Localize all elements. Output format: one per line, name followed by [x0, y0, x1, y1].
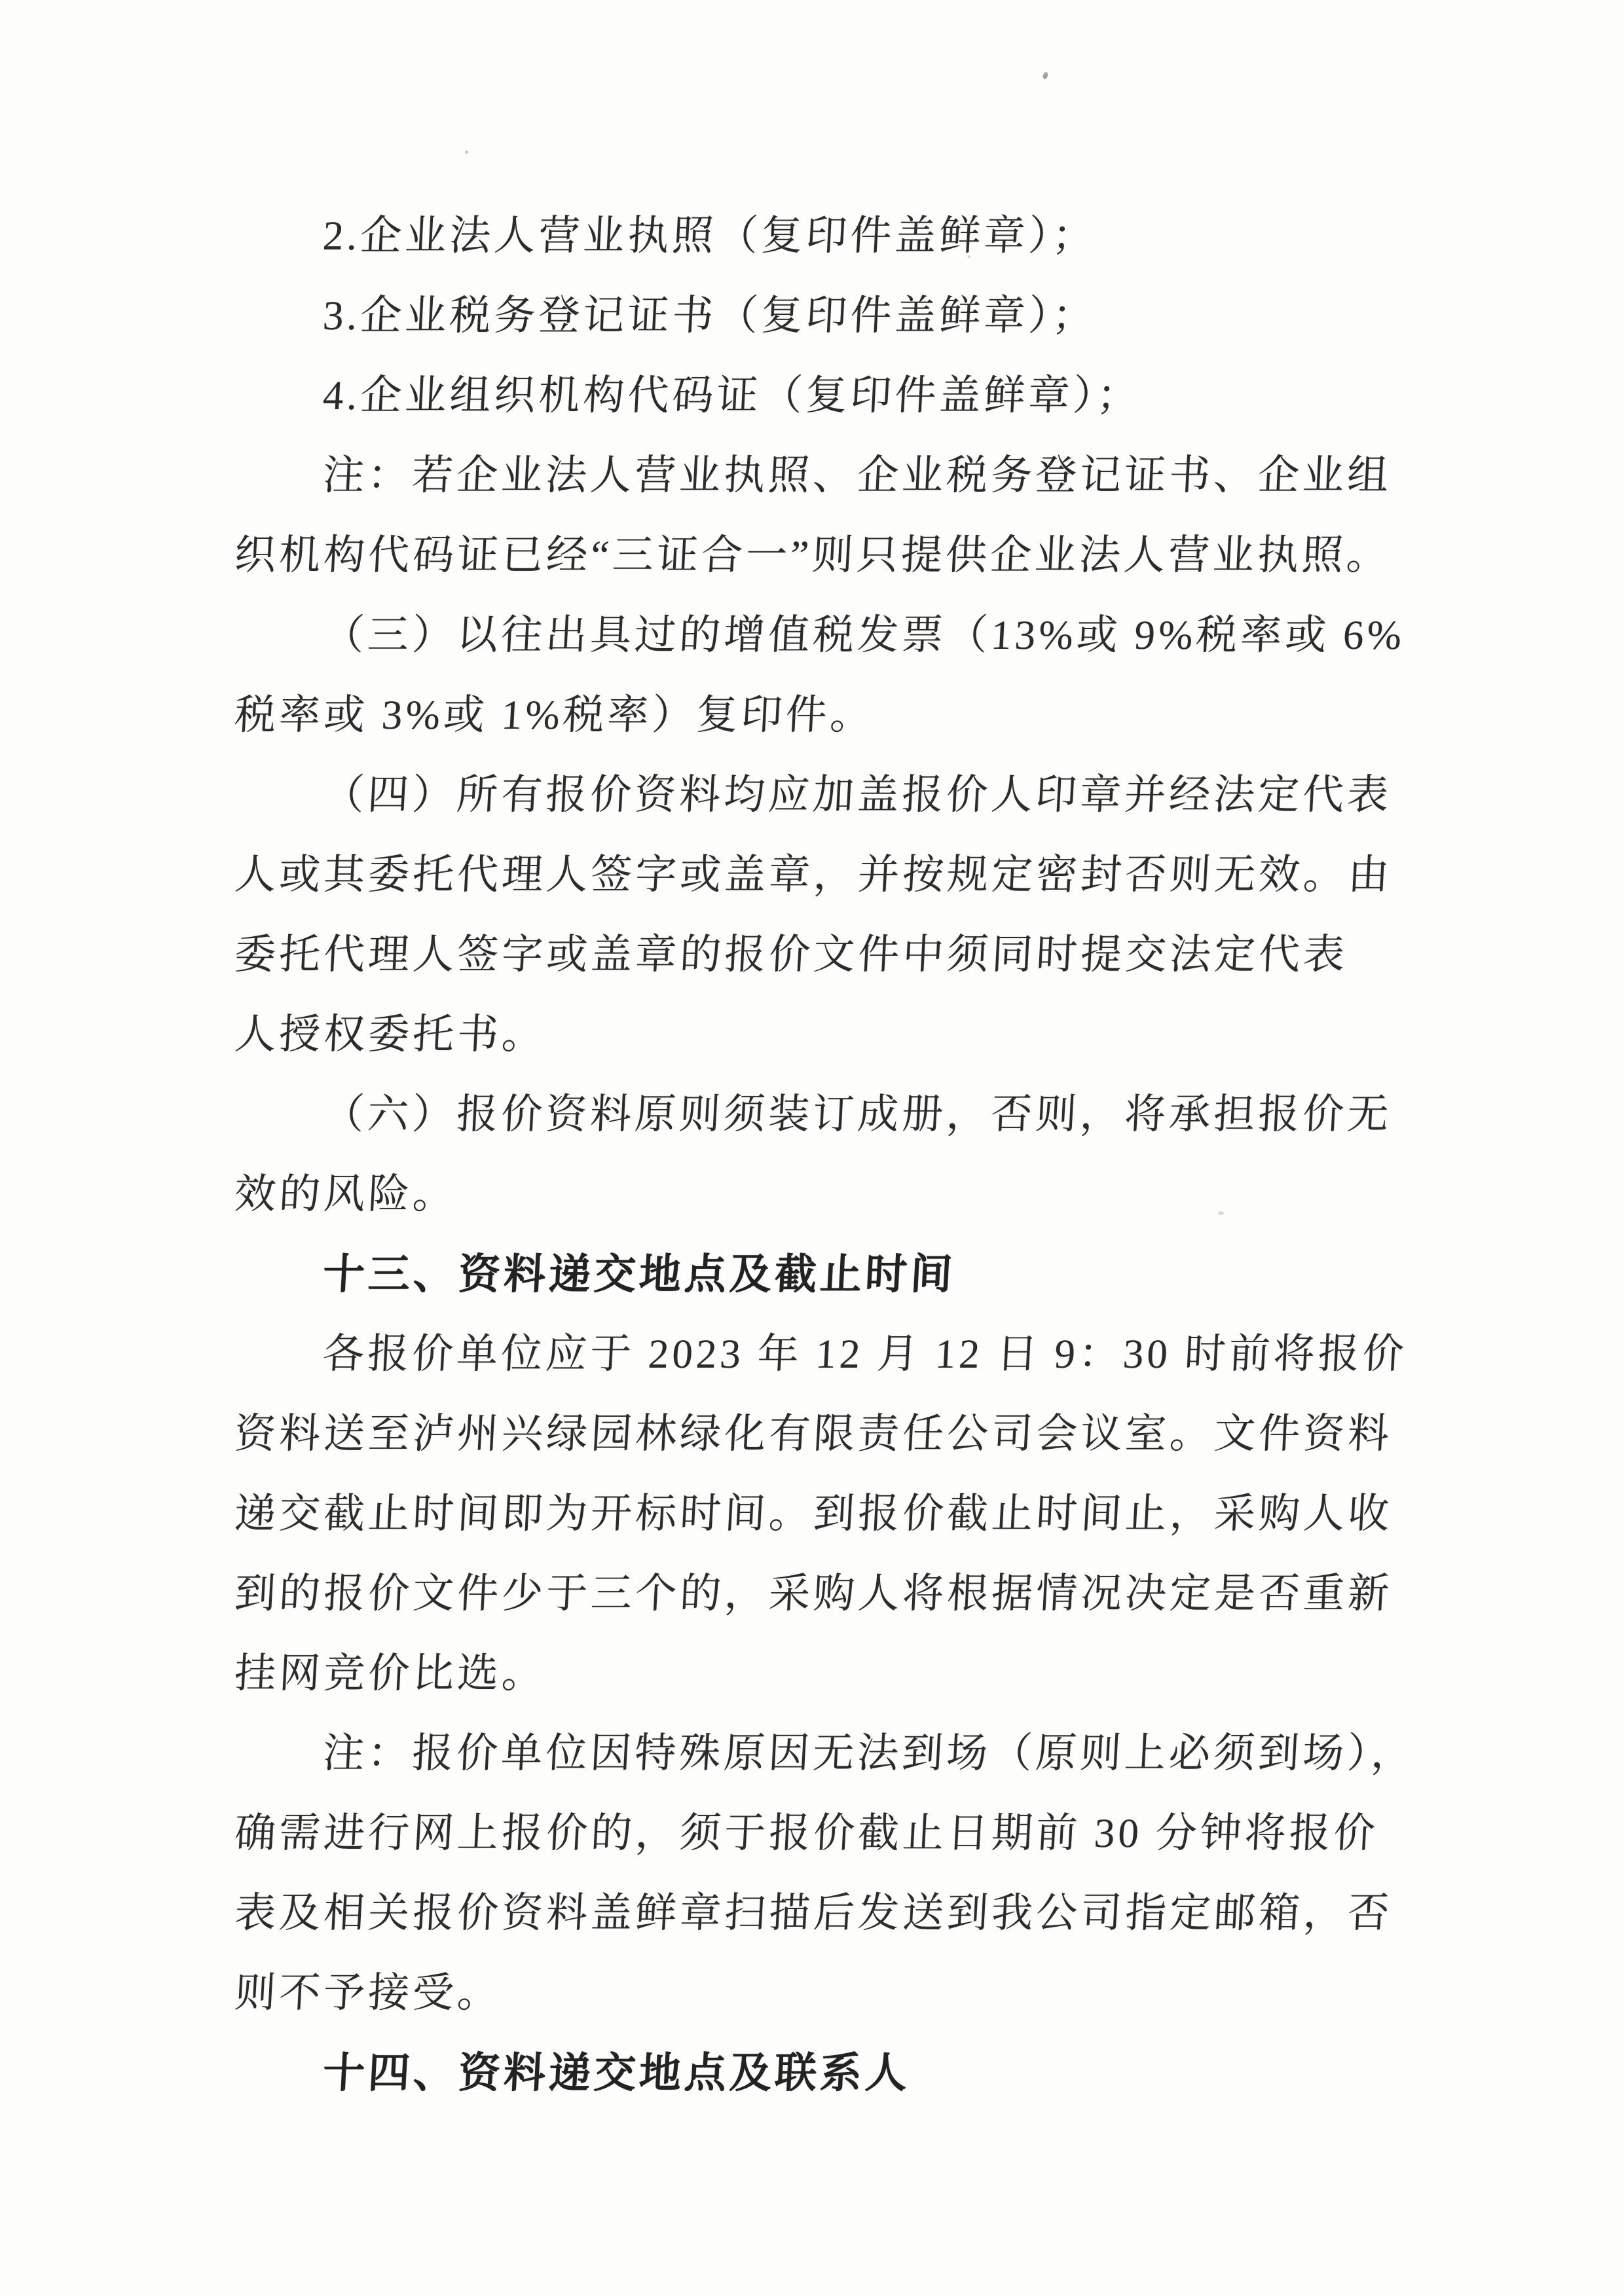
section-14-heading: 十四、资料递交地点及联系人 [322, 2049, 912, 2096]
para-3-invoice-line-1: （三）以往出具过的增值税发票（13%或 9%税率或 6% [322, 612, 1406, 658]
section-13-heading: 十三、资料递交地点及截止时间 [322, 1250, 957, 1298]
note-three-in-one-line-1: 注：若企业法人营业执照、企业税务登记证书、企业组 [322, 452, 1393, 498]
para-4-seal-line-2: 人或其委托代理人签字或盖章，并按规定密封否则无效。由 [233, 852, 1394, 898]
para-4-seal-line-3: 委托代理人签字或盖章的报价文件中须同时提交法定代表 [233, 932, 1350, 977]
para-6-binding-line-1: （六）报价资料原则须装订成册，否则，将承担报价无 [322, 1091, 1393, 1137]
note-remote-line-3: 表及相关报价资料盖鲜章扫描后发送到我公司指定邮箱，否 [233, 1890, 1394, 1936]
note-three-in-one-line-2: 织机构代码证已经“三证合一”则只提供企业法人营业执照。 [233, 532, 1392, 578]
list-item-tax-cert: 3.企业税务登记证书（复印件盖鲜章）； [322, 293, 1098, 338]
para-4-seal-line-1: （四）所有报价资料均应加盖报价人印章并经法定代表 [322, 772, 1393, 818]
note-remote-line-2: 确需进行网上报价的，须于报价截止日期前 30 分钟将报价 [233, 1810, 1380, 1856]
list-item-business-license: 2.企业法人营业执照（复印件盖鲜章）； [322, 213, 1098, 259]
note-remote-line-4: 则不予接受。 [233, 1970, 504, 2016]
para-deadline-line-1: 各报价单位应于 2023 年 12 月 12 日 9：30 时前将报价 [322, 1331, 1409, 1377]
scan-speckle [465, 151, 468, 154]
para-deadline-line-4: 到的报价文件少于三个的，采购人将根据情况决定是否重新 [233, 1571, 1394, 1616]
scan-speckle [1042, 71, 1048, 80]
para-deadline-line-2: 资料送至泸州兴绿园林绿化有限责任公司会议室。文件资料 [233, 1411, 1394, 1457]
para-3-invoice-line-2: 税率或 3%或 1%税率）复印件。 [233, 692, 876, 738]
para-deadline-line-3: 递交截止时间即为开标时间。到报价截止时间止，采购人收 [233, 1491, 1394, 1537]
para-4-seal-line-4: 人授权委托书。 [233, 1011, 548, 1057]
para-deadline-line-5: 挂网竞价比选。 [233, 1650, 548, 1696]
list-item-org-code-cert: 4.企业组织机构代码证（复印件盖鲜章）； [322, 373, 1143, 418]
note-remote-line-1: 注：报价单位因特殊原因无法到场（原则上必须到场）， [322, 1730, 1417, 1776]
para-6-binding-line-2: 效的风险。 [233, 1171, 459, 1217]
